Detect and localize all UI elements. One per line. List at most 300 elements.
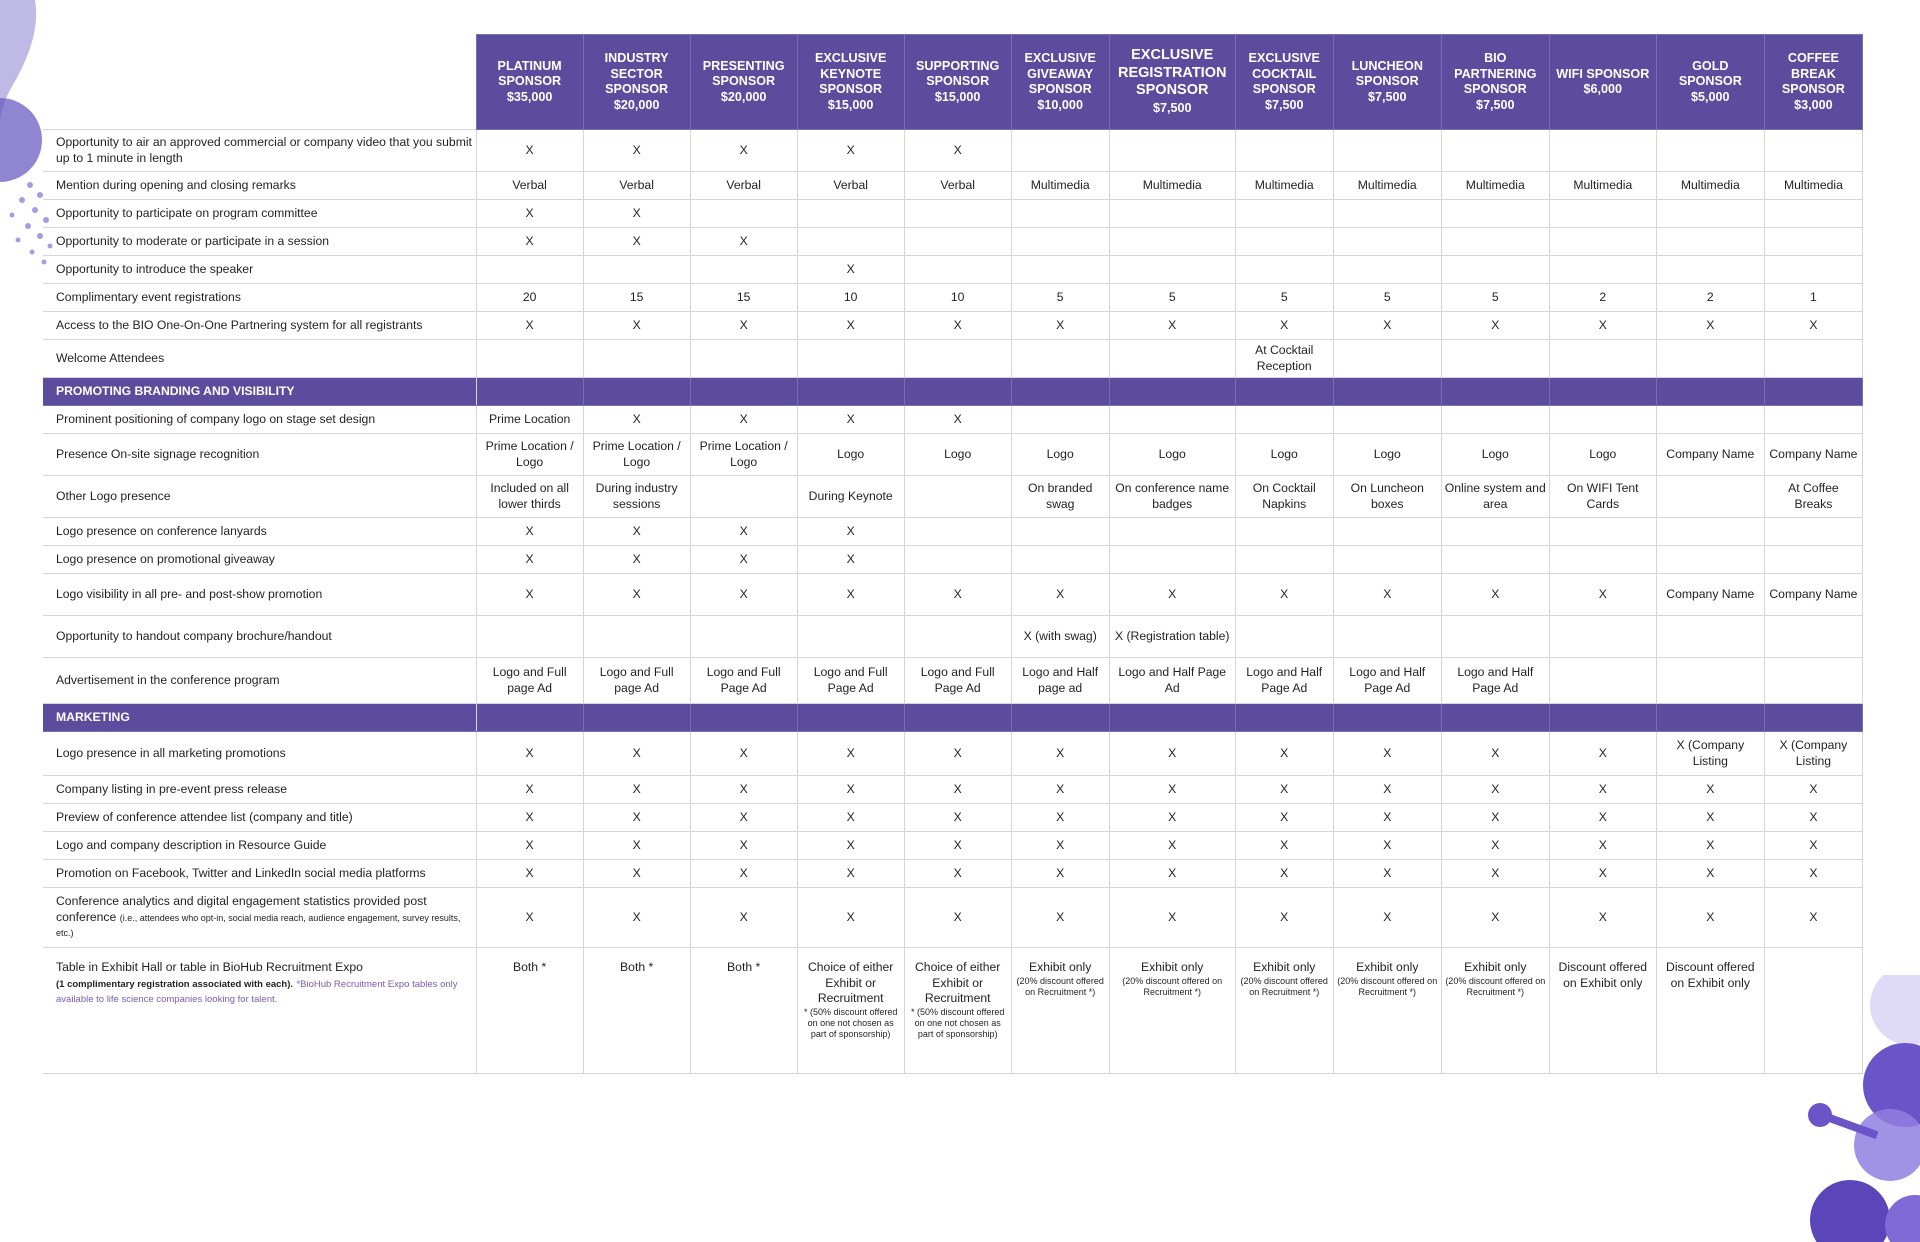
benefit-cell: X xyxy=(904,312,1011,340)
benefit-label: Opportunity to introduce the speaker xyxy=(43,256,476,284)
sponsor-level: SUPPORTING SPONSOR xyxy=(916,58,1000,89)
benefit-label: Company listing in pre-event press release xyxy=(43,776,476,804)
benefit-cell: X xyxy=(1764,860,1862,888)
section-header-row xyxy=(43,704,1863,732)
benefit-cell xyxy=(1235,616,1333,658)
benefit-cell: Verbal xyxy=(583,172,690,200)
benefit-cell xyxy=(1333,406,1441,434)
benefit-cell xyxy=(1764,658,1862,704)
benefit-cell: X xyxy=(1441,312,1549,340)
benefit-cell: X xyxy=(583,518,690,546)
benefit-cell: Online system and area xyxy=(1441,476,1549,518)
benefit-cell: X xyxy=(690,130,797,172)
section-fill xyxy=(1109,378,1235,406)
benefit-cell: Multimedia xyxy=(1011,172,1109,200)
benefit-cell xyxy=(1656,130,1764,172)
benefit-cell xyxy=(904,200,1011,228)
benefit-cell: X xyxy=(583,860,690,888)
benefit-cell: X xyxy=(797,860,904,888)
section-title: MARKETING xyxy=(43,704,476,732)
benefit-cell: 5 xyxy=(1235,284,1333,312)
benefit-cell: X xyxy=(476,732,583,776)
cell-note-text: * (50% discount offered on one not chosen as part of sponsorship) xyxy=(910,1006,1005,1039)
benefit-cell: During industry sessions xyxy=(583,476,690,518)
section-fill xyxy=(1441,704,1549,732)
benefit-row xyxy=(43,616,1863,658)
benefit-cell: X xyxy=(1549,888,1656,948)
section-fill xyxy=(476,378,583,406)
benefit-cell xyxy=(1549,616,1656,658)
benefit-cell xyxy=(1333,340,1441,378)
benefit-cell: Logo and Half Page Ad xyxy=(1235,658,1333,704)
benefit-cell: X xyxy=(1549,732,1656,776)
benefit-cell: X xyxy=(1011,860,1109,888)
sponsor-price: $20,000 xyxy=(613,97,660,112)
benefit-cell: Verbal xyxy=(904,172,1011,200)
benefit-cell: 2 xyxy=(1656,284,1764,312)
benefit-cell: Logo and Full Page Ad xyxy=(690,658,797,704)
benefit-cell: Prime Location / Logo xyxy=(690,434,797,476)
benefit-cell: X xyxy=(476,312,583,340)
benefit-cell: X xyxy=(1011,574,1109,616)
section-fill xyxy=(1109,704,1235,732)
benefit-cell: X xyxy=(1656,804,1764,832)
benefit-cell xyxy=(583,616,690,658)
benefit-cell xyxy=(1764,616,1862,658)
benefit-cell: X xyxy=(1656,832,1764,860)
benefit-cell xyxy=(1109,200,1235,228)
cell-main-text: Both * xyxy=(727,960,761,974)
benefit-cell xyxy=(904,228,1011,256)
benefit-row xyxy=(43,832,1863,860)
benefit-cell xyxy=(1109,518,1235,546)
section-fill xyxy=(583,378,690,406)
benefit-label: Logo visibility in all pre- and post-show promotion xyxy=(43,574,476,616)
sponsor-price: $5,000 xyxy=(1691,89,1730,104)
benefit-cell: 15 xyxy=(690,284,797,312)
benefit-cell xyxy=(1764,228,1862,256)
benefit-cell: Logo and Half Page Ad xyxy=(1441,658,1549,704)
benefit-cell xyxy=(1656,616,1764,658)
benefit-cell xyxy=(1656,406,1764,434)
benefit-cell xyxy=(797,200,904,228)
benefit-cell: X xyxy=(690,228,797,256)
section-fill xyxy=(690,704,797,732)
benefit-row xyxy=(43,860,1863,888)
benefit-cell: X xyxy=(690,888,797,948)
benefit-cell xyxy=(904,546,1011,574)
benefit-cell: X xyxy=(690,732,797,776)
benefit-cell xyxy=(1764,546,1862,574)
benefit-row xyxy=(43,434,1863,476)
benefit-cell: X xyxy=(1109,312,1235,340)
benefit-cell: X xyxy=(476,518,583,546)
benefit-label: Logo presence on promotional giveaway xyxy=(43,546,476,574)
benefit-cell: X xyxy=(1656,888,1764,948)
benefit-cell xyxy=(1549,406,1656,434)
benefit-row xyxy=(43,172,1863,200)
benefit-cell xyxy=(1549,948,1656,1074)
section-fill xyxy=(1764,704,1862,732)
benefit-cell: Logo xyxy=(1549,434,1656,476)
benefit-cell xyxy=(797,228,904,256)
benefit-cell: On Cocktail Napkins xyxy=(1235,476,1333,518)
benefit-label: Welcome Attendees xyxy=(43,340,476,378)
benefit-cell xyxy=(1109,546,1235,574)
benefit-label: Opportunity to air an approved commercial or company video that you submit up to 1 minute in length xyxy=(43,130,476,172)
benefit-cell: Multimedia xyxy=(1441,172,1549,200)
benefit-cell: X xyxy=(583,574,690,616)
section-fill xyxy=(583,704,690,732)
benefit-cell xyxy=(1764,948,1862,1074)
benefit-cell: X xyxy=(1333,804,1441,832)
benefit-cell: X xyxy=(1235,574,1333,616)
benefit-label: Promotion on Facebook, Twitter and LinkedIn social media platforms xyxy=(43,860,476,888)
benefit-cell: Prime Location / Logo xyxy=(476,434,583,476)
cell-note-text: * (50% discount offered on one not chosen as part of sponsorship) xyxy=(803,1006,898,1039)
benefit-row-analytics xyxy=(43,888,1863,948)
benefit-label: Other Logo presence xyxy=(43,476,476,518)
benefit-label: Opportunity to handout company brochure/handout xyxy=(43,616,476,658)
benefit-cell: X xyxy=(1011,312,1109,340)
sponsor-column-header xyxy=(476,35,583,130)
benefit-cell: X xyxy=(1333,732,1441,776)
benefit-cell: At Coffee Breaks xyxy=(1764,476,1862,518)
benefit-cell: X xyxy=(1549,832,1656,860)
benefit-cell xyxy=(1441,256,1549,284)
benefit-cell xyxy=(1235,518,1333,546)
benefit-cell: X xyxy=(797,574,904,616)
benefit-cell: 15 xyxy=(583,284,690,312)
benefit-cell: X xyxy=(1656,312,1764,340)
benefit-cell: X xyxy=(476,832,583,860)
benefit-cell xyxy=(1109,256,1235,284)
sponsor-price: $10,000 xyxy=(1037,97,1083,112)
benefit-cell: 10 xyxy=(797,284,904,312)
sponsor-price: $6,000 xyxy=(1583,82,1623,96)
benefit-cell: Prime Location xyxy=(476,406,583,434)
benefit-cell: X xyxy=(1441,776,1549,804)
sponsor-price: $7,500 xyxy=(1476,97,1515,112)
benefit-cell: X xyxy=(1549,312,1656,340)
benefit-cell: X xyxy=(690,860,797,888)
benefit-cell: X xyxy=(1109,732,1235,776)
benefit-cell xyxy=(1011,518,1109,546)
benefit-cell: Logo xyxy=(1235,434,1333,476)
benefit-cell xyxy=(1011,130,1109,172)
sponsor-level: EXCLUSIVE COCKTAIL SPONSOR xyxy=(1248,51,1320,96)
section-fill xyxy=(1333,704,1441,732)
benefit-cell: X xyxy=(797,776,904,804)
benefit-cell: X xyxy=(1656,860,1764,888)
sponsor-level: COFFEE BREAK SPONSOR xyxy=(1781,51,1845,96)
benefit-row xyxy=(43,130,1863,172)
benefit-cell: X xyxy=(476,776,583,804)
benefit-label xyxy=(43,948,476,1074)
sponsor-column-header xyxy=(1549,35,1656,130)
benefit-cell: X xyxy=(690,518,797,546)
benefit-cell: X xyxy=(476,546,583,574)
benefit-cell: X xyxy=(1109,776,1235,804)
benefit-label: Complimentary event registrations xyxy=(43,284,476,312)
benefit-cell xyxy=(583,948,690,1074)
sponsor-column-header xyxy=(1656,35,1764,130)
benefit-cell xyxy=(1333,200,1441,228)
benefit-cell xyxy=(583,256,690,284)
benefit-cell xyxy=(797,340,904,378)
benefit-cell: X xyxy=(1441,860,1549,888)
benefit-cell: X xyxy=(904,804,1011,832)
benefit-cell xyxy=(1656,200,1764,228)
benefit-cell xyxy=(1235,406,1333,434)
benefit-cell: X xyxy=(797,518,904,546)
benefit-cell xyxy=(1656,256,1764,284)
benefit-cell: X xyxy=(476,200,583,228)
benefit-cell: X xyxy=(1441,888,1549,948)
benefit-cell xyxy=(904,616,1011,658)
benefit-cell: X xyxy=(797,832,904,860)
benefit-cell xyxy=(1549,340,1656,378)
exhibit-label-registration: (1 complimentary registration associated with each). xyxy=(56,978,294,990)
benefit-cell xyxy=(1441,130,1549,172)
benefit-cell xyxy=(1333,228,1441,256)
sponsor-level: INDUSTRY SECTOR SPONSOR xyxy=(604,51,669,96)
benefit-cell: X xyxy=(583,228,690,256)
benefit-row xyxy=(43,546,1863,574)
benefit-cell xyxy=(904,340,1011,378)
benefit-cell: X xyxy=(583,130,690,172)
benefit-cell: X xyxy=(904,574,1011,616)
benefit-label: Logo presence in all marketing promotions xyxy=(43,732,476,776)
sponsor-column-header xyxy=(1764,35,1862,130)
benefit-cell: On conference name badges xyxy=(1109,476,1235,518)
sponsor-column-header xyxy=(690,35,797,130)
benefit-label: Advertisement in the conference program xyxy=(43,658,476,704)
benefit-cell: On WIFI Tent Cards xyxy=(1549,476,1656,518)
benefit-cell: X xyxy=(904,406,1011,434)
benefit-cell xyxy=(797,616,904,658)
benefit-cell xyxy=(1109,406,1235,434)
benefit-cell xyxy=(1333,518,1441,546)
benefit-cell: X xyxy=(690,804,797,832)
benefit-label: Opportunity to participate on program committee xyxy=(43,200,476,228)
benefit-cell: Multimedia xyxy=(1333,172,1441,200)
benefit-cell: 5 xyxy=(1011,284,1109,312)
benefit-row xyxy=(43,574,1863,616)
benefit-cell xyxy=(1235,130,1333,172)
benefit-cell: X xyxy=(1235,860,1333,888)
benefit-cell xyxy=(1441,948,1549,1074)
benefit-cell: X xyxy=(476,574,583,616)
benefit-cell: Verbal xyxy=(476,172,583,200)
benefit-cell xyxy=(1441,518,1549,546)
benefit-cell xyxy=(690,476,797,518)
section-fill xyxy=(1764,378,1862,406)
benefit-cell: X xyxy=(583,776,690,804)
benefit-cell xyxy=(1656,948,1764,1074)
benefit-cell: Logo xyxy=(1333,434,1441,476)
sponsor-price: $3,000 xyxy=(1794,97,1833,112)
benefit-cell: X xyxy=(690,832,797,860)
benefit-cell: X xyxy=(583,546,690,574)
sponsor-price: $15,000 xyxy=(827,97,874,112)
sponsor-price: $35,000 xyxy=(506,89,553,104)
sponsor-level: LUNCHEON SPONSOR xyxy=(1351,58,1423,89)
benefit-cell xyxy=(583,340,690,378)
section-fill xyxy=(690,378,797,406)
benefit-cell xyxy=(1441,200,1549,228)
benefit-cell xyxy=(1235,228,1333,256)
benefit-label xyxy=(43,888,476,948)
benefit-cell: X xyxy=(583,888,690,948)
sponsor-level: EXCLUSIVE KEYNOTE SPONSOR xyxy=(814,51,887,96)
benefit-label: Mention during opening and closing remarks xyxy=(43,172,476,200)
benefit-cell: Multimedia xyxy=(1549,172,1656,200)
benefit-cell: On Luncheon boxes xyxy=(1333,476,1441,518)
analytics-label: Conference analytics and digital engagement statistics provided post conference xyxy=(56,894,427,924)
benefit-cell: Logo and Full Page Ad xyxy=(904,658,1011,704)
benefit-cell: X xyxy=(1109,860,1235,888)
cell-main-text: Exhibit only xyxy=(1029,960,1092,974)
benefit-cell xyxy=(690,256,797,284)
section-fill xyxy=(1441,378,1549,406)
benefit-cell: X xyxy=(583,732,690,776)
benefit-cell: X xyxy=(1764,804,1862,832)
benefit-label: Access to the BIO One-On-One Partnering system for all registrants xyxy=(43,312,476,340)
benefit-cell: X xyxy=(1235,732,1333,776)
benefit-cell: X xyxy=(476,228,583,256)
benefit-cell xyxy=(1656,546,1764,574)
benefit-cell xyxy=(1549,130,1656,172)
benefit-row xyxy=(43,476,1863,518)
benefit-cell: During Keynote xyxy=(797,476,904,518)
cell-note-text: (20% discount offered on Recruitment *) xyxy=(1337,975,1438,997)
benefit-cell: Multimedia xyxy=(1764,172,1862,200)
benefit-cell: X (Company Listing xyxy=(1764,732,1862,776)
benefit-cell xyxy=(1235,256,1333,284)
benefit-cell: 5 xyxy=(1441,284,1549,312)
benefit-cell: X xyxy=(476,888,583,948)
benefit-cell xyxy=(1441,406,1549,434)
benefit-cell xyxy=(1441,340,1549,378)
sponsor-column-header xyxy=(1235,35,1333,130)
sponsor-column-header xyxy=(904,35,1011,130)
benefit-cell xyxy=(690,200,797,228)
benefit-cell: X xyxy=(583,406,690,434)
section-fill xyxy=(1235,704,1333,732)
cell-main-text: Discount offered on Exhibit only xyxy=(1558,960,1648,990)
benefit-cell xyxy=(1011,948,1109,1074)
sponsor-column-header xyxy=(1109,35,1235,130)
benefit-label: Logo presence on conference lanyards xyxy=(43,518,476,546)
benefit-cell xyxy=(1235,200,1333,228)
benefit-row xyxy=(43,406,1863,434)
benefit-cell: Logo and Half page ad xyxy=(1011,658,1109,704)
benefit-cell: X xyxy=(1333,832,1441,860)
benefit-cell: 5 xyxy=(1109,284,1235,312)
benefit-cell: X (Company Listing xyxy=(1656,732,1764,776)
benefit-cell xyxy=(1764,406,1862,434)
benefit-cell: X xyxy=(1011,804,1109,832)
benefit-label: Prominent positioning of company logo on stage set design xyxy=(43,406,476,434)
benefit-cell: X xyxy=(476,860,583,888)
benefit-cell xyxy=(1333,546,1441,574)
benefit-cell: X xyxy=(1011,732,1109,776)
benefit-cell: X xyxy=(1764,832,1862,860)
benefit-cell xyxy=(1333,256,1441,284)
benefit-cell xyxy=(1549,658,1656,704)
cell-main-text: Exhibit only xyxy=(1253,960,1316,974)
benefit-cell: X xyxy=(1764,312,1862,340)
benefit-cell: Prime Location / Logo xyxy=(583,434,690,476)
section-fill xyxy=(1549,704,1656,732)
benefit-cell: Multimedia xyxy=(1656,172,1764,200)
sponsor-column-header xyxy=(1011,35,1109,130)
benefit-cell xyxy=(1764,340,1862,378)
benefit-cell: X xyxy=(904,130,1011,172)
sponsor-price: $7,500 xyxy=(1152,100,1192,115)
cell-main-text: Both * xyxy=(620,960,654,974)
benefit-cell xyxy=(1011,228,1109,256)
benefit-cell: X xyxy=(476,130,583,172)
section-fill xyxy=(476,704,583,732)
benefit-cell xyxy=(476,256,583,284)
benefit-cell xyxy=(1764,130,1862,172)
benefit-cell: X xyxy=(1333,776,1441,804)
benefit-cell: X xyxy=(797,888,904,948)
benefit-row xyxy=(43,732,1863,776)
sponsor-level: PRESENTING SPONSOR xyxy=(702,58,785,89)
benefit-row xyxy=(43,658,1863,704)
sponsorship-benefits-table xyxy=(43,34,1863,1074)
benefit-cell: X xyxy=(1235,312,1333,340)
benefit-cell: X xyxy=(1549,574,1656,616)
benefit-row xyxy=(43,804,1863,832)
benefit-cell xyxy=(1109,340,1235,378)
benefit-label: Presence On-site signage recognition xyxy=(43,434,476,476)
sponsor-level: EXCLUSIVE REGISTRATION SPONSOR xyxy=(1117,47,1227,98)
benefit-row xyxy=(43,518,1863,546)
benefit-cell: Logo and Full Page Ad xyxy=(797,658,904,704)
benefit-cell: X xyxy=(690,776,797,804)
benefit-cell xyxy=(476,616,583,658)
benefit-cell xyxy=(1549,546,1656,574)
benefit-cell: X xyxy=(797,732,904,776)
cell-note-text: (20% discount offered on Recruitment *) xyxy=(1445,975,1546,997)
section-fill xyxy=(1333,378,1441,406)
benefit-cell: 2 xyxy=(1549,284,1656,312)
cell-main-text: Discount offered on Exhibit only xyxy=(1666,960,1755,990)
benefit-cell: On branded swag xyxy=(1011,476,1109,518)
benefit-cell: X (Registration table) xyxy=(1109,616,1235,658)
sponsor-level: GOLD SPONSOR xyxy=(1678,58,1742,89)
benefit-cell: Logo xyxy=(904,434,1011,476)
benefit-cell: X xyxy=(797,130,904,172)
benefit-cell xyxy=(1656,340,1764,378)
benefit-cell: X xyxy=(1549,776,1656,804)
benefit-cell: X xyxy=(1333,312,1441,340)
benefit-cell xyxy=(1656,228,1764,256)
benefit-cell xyxy=(1441,546,1549,574)
benefit-cell: X xyxy=(1333,574,1441,616)
benefit-cell: Multimedia xyxy=(1109,172,1235,200)
benefit-cell: X (with swag) xyxy=(1011,616,1109,658)
benefit-cell: X xyxy=(1441,832,1549,860)
benefit-cell: Logo and Half Page Ad xyxy=(1333,658,1441,704)
benefit-cell: 20 xyxy=(476,284,583,312)
benefit-row xyxy=(43,776,1863,804)
analytics-label-detail: (i.e., attendees who opt-in, social media reach, audience engagement, survey results, etc.) xyxy=(56,912,461,939)
